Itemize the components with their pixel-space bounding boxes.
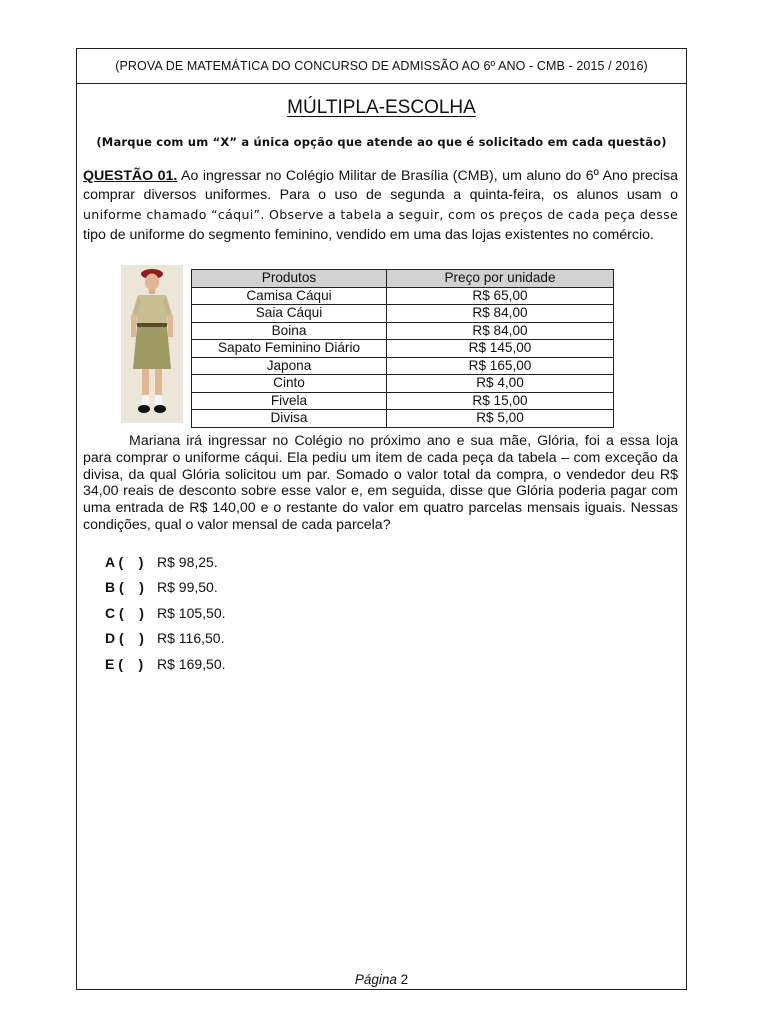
question-text-part3: tipo de uniforme do segmento feminino, vendido em uma das lojas existentes no comércio.	[83, 226, 654, 243]
option-a[interactable]	[105, 549, 226, 575]
option-c[interactable]	[105, 600, 226, 626]
price-cell: R$ 65,00	[387, 287, 614, 305]
question-text-part1: Ao ingressar no Colégio Militar de Brasília (CMB), um aluno do 6º Ano precisa comprar diversos uniformes. Para o uso de segunda a quinta-feira, os alunos usam o	[83, 168, 678, 204]
option-b-value: R$ 99,50.	[157, 579, 218, 596]
option-b[interactable]	[105, 575, 226, 601]
table-row	[192, 287, 614, 305]
table-row	[192, 357, 614, 375]
table-row	[192, 340, 614, 358]
option-e[interactable]	[105, 651, 226, 677]
page-label: Página	[354, 972, 397, 987]
product-cell: Japona	[192, 357, 387, 375]
exam-header	[77, 49, 686, 84]
exam-title: (PROVA DE MATEMÁTICA DO CONCURSO DE ADMISSÃO AO 6º ANO - CMB - 2015 / 2016)	[115, 59, 648, 73]
price-cell: R$ 15,00	[387, 392, 614, 410]
option-c-letter[interactable]: C ( )	[105, 604, 144, 621]
question-number: QUESTÃO 01.	[83, 168, 178, 184]
table-row	[192, 322, 614, 340]
product-cell: Saia Cáqui	[192, 305, 387, 323]
table-row	[192, 410, 614, 428]
product-cell: Divisa	[192, 410, 387, 428]
price-cell: R$ 5,00	[387, 410, 614, 428]
price-cell: R$ 4,00	[387, 375, 614, 393]
table-row	[192, 375, 614, 393]
question-text-part2: uniforme chamado “cáqui”. Observe a tabela a seguir, com os preços de cada peça desse	[83, 207, 678, 223]
option-a-letter[interactable]: A ( )	[105, 553, 144, 570]
product-cell: Camisa Cáqui	[192, 287, 387, 305]
price-cell: R$ 84,00	[387, 322, 614, 340]
column-header-unit-price: Preço por unidade	[387, 270, 614, 288]
student-uniform-image	[121, 265, 183, 423]
price-cell: R$ 84,00	[387, 305, 614, 323]
option-b-letter[interactable]: B ( )	[105, 579, 144, 596]
price-table	[191, 269, 614, 428]
answer-options	[105, 549, 226, 677]
page-footer	[77, 972, 686, 987]
option-e-value: R$ 169,50.	[157, 655, 226, 672]
section-title: MÚLTIPLA-ESCOLHA	[287, 97, 476, 118]
question-followup: Mariana irá ingressar no Colégio no próximo ano e sua mãe, Glória, foi a essa loja para comprar o uniforme cáqui. Ela pediu um item de cada peça da tabela – com exceção da divisa, da qual Glória solicitou um par. Somado o valor total da compra, o vendedor deu R$ 34,00 reais de desconto sobre esse valor e, em seguida, disse que Glória poderia pagar com uma entrada de R$ 140,00 e o restante do valor em quatro parcelas mensais iguais. Nessas condições, qual o valor mensal de cada parcela?	[83, 433, 678, 533]
price-cell: R$ 145,00	[387, 340, 614, 358]
section-instructions: (Marque com um “X” a única opção que atende ao que é solicitado em cada questão)	[96, 135, 667, 149]
table-row	[192, 392, 614, 410]
exam-page	[76, 48, 687, 990]
option-d[interactable]	[105, 626, 226, 652]
option-e-letter[interactable]: E ( )	[105, 655, 144, 672]
product-cell: Sapato Feminino Diário	[192, 340, 387, 358]
question-statement	[83, 167, 678, 245]
student-uniform-illustration	[121, 265, 183, 423]
option-a-value: R$ 98,25.	[157, 553, 218, 570]
option-c-value: R$ 105,50.	[157, 604, 226, 621]
product-cell: Cinto	[192, 375, 387, 393]
product-cell: Boina	[192, 322, 387, 340]
option-d-letter[interactable]: D ( )	[105, 630, 144, 647]
price-cell: R$ 165,00	[387, 357, 614, 375]
column-header-products: Produtos	[192, 270, 387, 288]
product-cell: Fivela	[192, 392, 387, 410]
table-row	[192, 305, 614, 323]
table-header-row	[192, 270, 614, 288]
option-d-value: R$ 116,50.	[157, 630, 225, 647]
page-number: 2	[400, 972, 409, 987]
